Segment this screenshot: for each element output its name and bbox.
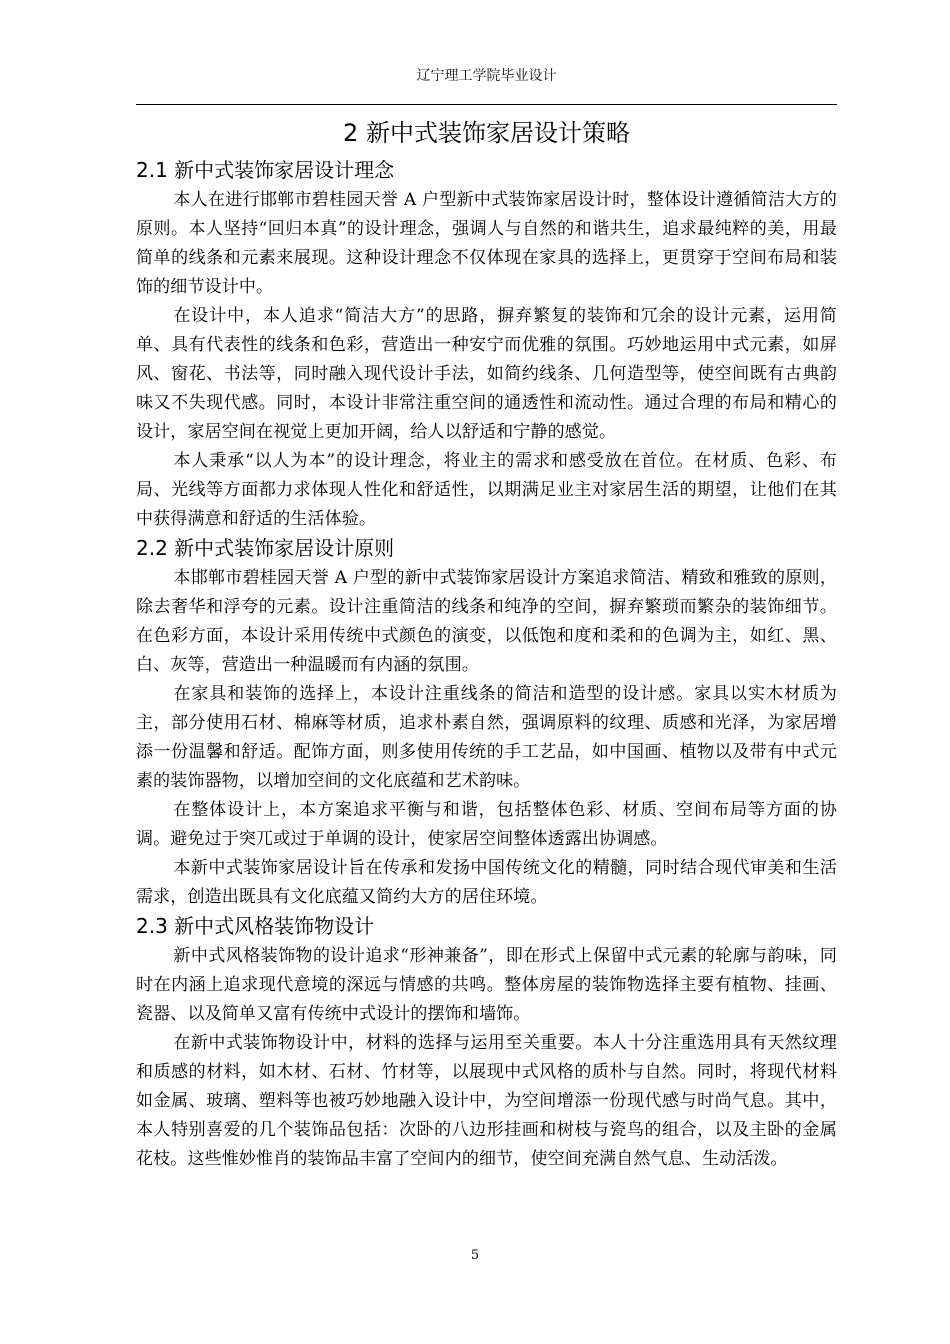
header-divider: [136, 104, 837, 105]
page-number: 5: [470, 1248, 480, 1263]
paragraph: 本邯郸市碧桂园天誉 A 户型的新中式装饰家居设计方案追求简洁、精致和雅致的原则，除去奢华和浮夸的元素。设计注重简洁的线条和纯净的空间，摒弃繁琐而繁杂的装饰细节。在色彩方面，本设计采用传统中式颜色的演变，以低饱和度和柔和的色调为主，如红、黑、白、灰等，营造出一种温暖而有内涵的氛围。: [136, 568, 837, 675]
running-header: 辽宁理工学院毕业设计: [416, 68, 557, 84]
paragraph: 在家具和装饰的选择上，本设计注重线条的简洁和造型的设计感。家具以实木材质为主，部分使用石材、棉麻等材质，追求朴素自然，强调原料的纹理、质感和光泽，为家居增添一份温馨和舒适。配饰方面，则多使用传统的手工艺品，如中国画、植物以及带有中式元素的装饰器物，以增加空间的文化底蕴和艺术韵味。: [136, 684, 837, 791]
section-2-1: [136, 156, 837, 534]
paragraph: 本人在进行邯郸市碧桂园天誉 A 户型新中式装饰家居设计时，整体设计遵循简洁大方的原则。本人坚持“回归本真”的设计理念，强调人与自然的和谐共生，追求最纯粹的美，用最简单的线条和元素来展现。这种设计理念不仅体现在家具的选择上，更贯穿于空间布局和装饰的细节设计中。: [136, 190, 837, 297]
chapter-title: 2 新中式装饰家居设计策略: [343, 119, 630, 147]
section-2-3: [136, 912, 837, 1174]
section-title: 2.1 新中式装饰家居设计理念: [136, 158, 395, 182]
page-body: [136, 112, 837, 1174]
paragraph: 本新中式装饰家居设计旨在传承和发扬中国传统文化的精髓，同时结合现代审美和生活需求，创造出既具有文化底蕴又简约大方的居住环境。: [136, 858, 837, 907]
paragraph: 在新中式装饰物设计中，材料的选择与运用至关重要。本人十分注重选用具有天然纹理和质感的材料，如木材、石材、竹材等，以展现中式风格的质朴与自然。同时，将现代材料如金属、玻璃、塑料等也被巧妙地融入设计中，为空间增添一份现代感与时尚气息。其中，本人特别喜爱的几个装饰品包括：次卧的八边形挂画和树枝与瓷鸟的组合，以及主卧的金属花枝。这些惟妙惟肖的装饰品丰富了空间内的细节，使空间充满自然气息、生动活泼。: [136, 1033, 837, 1169]
section-2-2: [136, 534, 837, 912]
paragraph: 新中式风格装饰物的设计追求“形神兼备”，即在形式上保留中式元素的轮廓与韵味，同时在内涵上追求现代意境的深远与情感的共鸣。整体房屋的装饰物选择主要有植物、挂画、瓷器、以及简单又富有传统中式设计的摆饰和墙饰。: [136, 946, 837, 1024]
paragraph: 在整体设计上，本方案追求平衡与和谐，包括整体色彩、材质、空间布局等方面的协调。避免过于突兀或过于单调的设计，使家居空间整体透露出协调感。: [136, 800, 837, 849]
paragraph: 在设计中，本人追求“简洁大方”的思路，摒弃繁复的装饰和冗余的设计元素，运用简单、具有代表性的线条和色彩，营造出一种安宁而优雅的氛围。巧妙地运用中式元素，如屏风、窗花、书法等，同时融入现代设计手法，如简约线条、几何造型等，使空间既有古典韵味又不失现代感。同时，本设计非常注重空间的通透性和流动性。通过合理的布局和精心的设计，家居空间在视觉上更加开阔，给人以舒适和宁静的感觉。: [136, 306, 837, 442]
paragraph: 本人秉承“以人为本”的设计理念，将业主的需求和感受放在首位。在材质、色彩、布局、光线等方面都力求体现人性化和舒适性，以期满足业主对家居生活的期望，让他们在其中获得满意和舒适的生活体验。: [136, 451, 837, 529]
section-title: 2.2 新中式装饰家居设计原则: [136, 536, 395, 560]
section-title: 2.3 新中式风格装饰物设计: [136, 914, 375, 938]
